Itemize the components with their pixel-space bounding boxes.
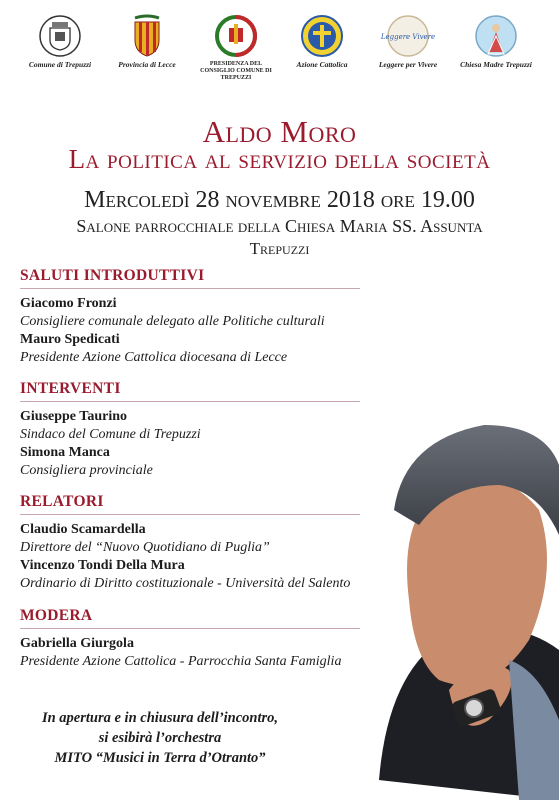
footer-line: MITO “Musici in Terra d’Otranto” xyxy=(54,750,266,766)
person-role: Sindaco del Comune di Trepuzzi xyxy=(20,427,201,442)
person-name: Mauro Spedicati xyxy=(20,332,120,347)
person-name: Claudio Scamardella xyxy=(20,522,146,537)
madonna-icon xyxy=(474,14,518,58)
person-role: Presidente Azione Cattolica - Parrocchia Santa Famiglia xyxy=(20,654,342,669)
leggere-vivere-icon xyxy=(380,14,436,58)
section-heading: MODERA xyxy=(20,607,93,624)
logo-caption: Azione Cattolica xyxy=(296,60,348,69)
section-saluti xyxy=(20,267,560,367)
person-role: Ordinario di Diritto costituzionale - Università del Salento xyxy=(20,576,351,591)
logo-leggere-per-vivere xyxy=(368,14,448,70)
section-heading: RELATORI xyxy=(20,493,104,510)
event-venue: Salone parrocchiale della Chiesa Maria SS. Assunta xyxy=(76,216,483,236)
logo-caption: PRESIDENZA DEL CONSIGLIO COMUNE DI TREPUZZI xyxy=(200,61,272,81)
presidenza-emblem-icon xyxy=(213,14,259,58)
person-role: Direttore del “Nuovo Quotidiano di Puglia” xyxy=(20,540,270,555)
section-heading: SALUTI INTRODUTTIVI xyxy=(20,267,205,284)
logo-caption: Leggere per Vivere xyxy=(378,60,438,69)
section-divider xyxy=(20,401,360,402)
logo-azione-cattolica xyxy=(282,14,362,70)
footer-line: In apertura e in chiusura dell’incontro, xyxy=(41,710,279,726)
section-heading: INTERVENTI xyxy=(20,380,121,397)
person-name: Vincenzo Tondi Della Mura xyxy=(20,558,185,573)
logo-comune-trepuzzi xyxy=(20,14,100,70)
logo-caption: Chiesa Madre Trepuzzi xyxy=(460,60,532,69)
section-interventi xyxy=(20,380,560,480)
comune-crest-icon xyxy=(38,14,82,58)
logo-presidenza-consiglio xyxy=(196,14,276,82)
logo-caption: Comune di Trepuzzi xyxy=(28,60,92,69)
event-town: Trepuzzi xyxy=(249,239,310,258)
footer-line: si esibirà l’orchestra xyxy=(98,730,222,746)
section-modera xyxy=(20,607,560,671)
person-role: Consigliere comunale delegato alle Politiche culturali xyxy=(20,314,325,329)
person-name: Simona Manca xyxy=(20,445,110,460)
event-subtitle: La politica al servizio della società xyxy=(68,144,491,174)
footer-note xyxy=(0,708,320,768)
logo-chiesa-madre xyxy=(456,14,536,70)
provincia-shield-icon xyxy=(127,14,167,58)
person-role: Presidente Azione Cattolica diocesana di Lecce xyxy=(20,350,288,365)
section-relatori xyxy=(20,493,560,593)
event-title: Aldo Moro xyxy=(202,114,357,149)
section-divider xyxy=(20,514,360,515)
leggere-mark-text: Leggere Vivere xyxy=(380,33,436,41)
person-role: Consigliera provinciale xyxy=(20,463,153,478)
logo-provincia-lecce xyxy=(107,14,187,70)
person-name: Giuseppe Taurino xyxy=(20,409,127,424)
section-divider xyxy=(20,628,360,629)
logos-row xyxy=(0,14,559,94)
logo-caption: Provincia di Lecce xyxy=(118,60,176,69)
azione-cattolica-cross-icon xyxy=(299,14,345,58)
person-name: Gabriella Giurgola xyxy=(20,636,134,651)
person-name: Giacomo Fronzi xyxy=(20,296,117,311)
section-divider xyxy=(20,288,360,289)
event-date: Mercoledì 28 novembre 2018 ore 19.00 xyxy=(84,187,475,213)
